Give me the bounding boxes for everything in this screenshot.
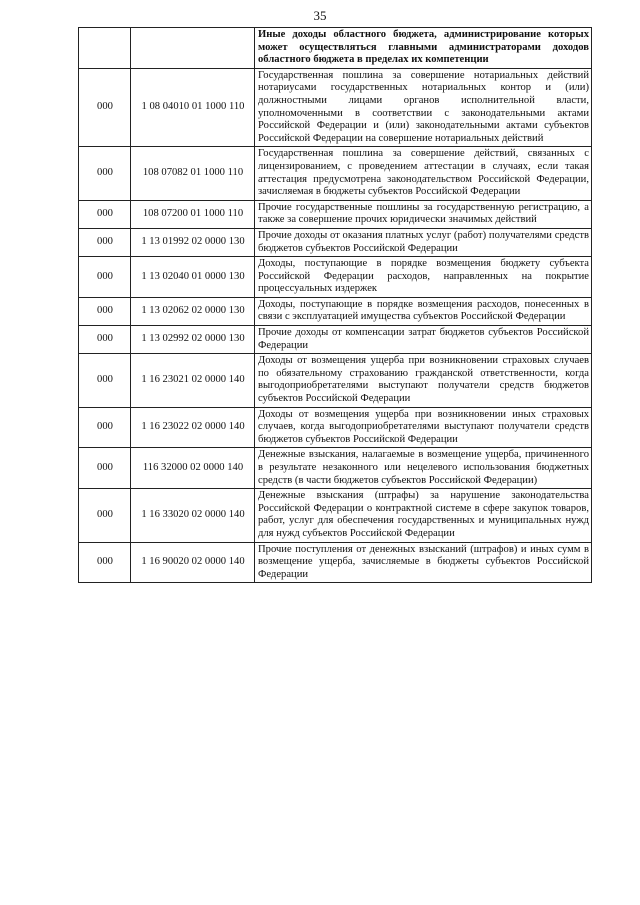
admin-code-cell: 000	[79, 147, 131, 200]
admin-code-cell: 000	[79, 68, 131, 147]
admin-code-cell: 000	[79, 257, 131, 298]
table-row	[79, 228, 592, 256]
description-cell: Доходы от возмещения ущерба при возникновении иных страховых случаев, когда выгодоприобретателями выступают получатели средств бюджетов субъектов Российской Федерации	[255, 407, 592, 448]
description-cell: Доходы, поступающие в порядке возмещения расходов, понесенных в связи с эксплуатацией имущества субъектов Российской Федерации	[255, 297, 592, 325]
table-row	[79, 448, 592, 489]
table-row	[79, 147, 592, 200]
table-row	[79, 257, 592, 298]
budget-code-cell: 1 13 02062 02 0000 130	[131, 297, 255, 325]
description-cell: Доходы, поступающие в порядке возмещения бюджету субъекта Российской Федерации расходов, направленных на покрытие процессуальных издержек	[255, 257, 592, 298]
description-cell: Прочие доходы от компенсации затрат бюджетов субъектов Российской Федерации	[255, 326, 592, 354]
table-row	[79, 200, 592, 228]
admin-code-cell: 000	[79, 228, 131, 256]
description-cell: Прочие государственные пошлины за государственную регистрацию, а также за совершение прочих юридически значимых действий	[255, 200, 592, 228]
description-cell: Государственная пошлина за совершение действий, связанных с лицензированием, с проведением аттестации в случаях, если такая аттестация предусмотрена законодательством Российской Федерации, зачисляемая в бюджеты субъектов Российской Федерации	[255, 147, 592, 200]
description-cell: Денежные взыскания (штрафы) за нарушение законодательства Российской Федерации о контрактной системе в сфере закупок товаров, работ, услуг для обеспечения государственных и муниципальных нужд для нужд субъектов Российской Федерации	[255, 489, 592, 542]
admin-code-cell: 000	[79, 542, 131, 583]
budget-code-cell: 1 13 02992 02 0000 130	[131, 326, 255, 354]
budget-code-cell: 1 13 02040 01 0000 130	[131, 257, 255, 298]
revenue-table	[78, 27, 592, 583]
page-number: 35	[313, 8, 327, 23]
description-cell: Прочие поступления от денежных взысканий (штрафов) и иных сумм в возмещение ущерба, зачисляемые в бюджеты субъектов Российской Федерации	[255, 542, 592, 583]
budget-code-cell: 108 07082 01 1000 110	[131, 147, 255, 200]
budget-code-cell: 1 08 04010 01 1000 110	[131, 68, 255, 147]
budget-code-cell: 1 16 90020 02 0000 140	[131, 542, 255, 583]
header-admin-cell	[79, 28, 131, 69]
table-row	[79, 489, 592, 542]
table-row	[79, 542, 592, 583]
admin-code-cell: 000	[79, 200, 131, 228]
table-row	[79, 297, 592, 325]
description-cell: Прочие доходы от оказания платных услуг (работ) получателями средств бюджетов субъектов Российской Федерации	[255, 228, 592, 256]
header-code-cell	[131, 28, 255, 69]
description-cell: Государственная пошлина за совершение нотариальных действий нотариусами государственных нотариальных контор и (или) должностными лицами органов исполнительной власти, уполномоченными в соответствии с законодательными актами Российской Федерации и (или) законодательными актами субъектов Российской Федерации на совершение нотариальных действий	[255, 68, 592, 147]
table-row	[79, 407, 592, 448]
description-cell: Доходы от возмещения ущерба при возникновении страховых случаев по обязательному страхованию гражданской ответственности, когда выгодоприобретателями выступают получатели средств бюджетов субъектов Российской Федерации	[255, 354, 592, 407]
budget-code-cell: 108 07200 01 1000 110	[131, 200, 255, 228]
budget-code-cell: 1 13 01992 02 0000 130	[131, 228, 255, 256]
admin-code-cell: 000	[79, 407, 131, 448]
header-description-cell: Иные доходы областного бюджета, администрирование которых может осуществляться главными администраторами доходов областного бюджета в пределах их компетенции	[255, 28, 592, 69]
table-row	[79, 354, 592, 407]
admin-code-cell: 000	[79, 448, 131, 489]
table-row	[79, 326, 592, 354]
admin-code-cell: 000	[79, 489, 131, 542]
budget-code-cell: 1 16 23021 02 0000 140	[131, 354, 255, 407]
budget-code-cell: 1 16 23022 02 0000 140	[131, 407, 255, 448]
admin-code-cell: 000	[79, 354, 131, 407]
description-cell: Денежные взыскания, налагаемые в возмещение ущерба, причиненного в результате незаконного или нецелевого использования бюджетных средств (в части бюджетов субъектов Российской Федерации)	[255, 448, 592, 489]
table-row	[79, 68, 592, 147]
admin-code-cell: 000	[79, 326, 131, 354]
budget-code-cell: 116 32000 02 0000 140	[131, 448, 255, 489]
budget-code-cell: 1 16 33020 02 0000 140	[131, 489, 255, 542]
section-header-row	[79, 28, 592, 69]
admin-code-cell: 000	[79, 297, 131, 325]
